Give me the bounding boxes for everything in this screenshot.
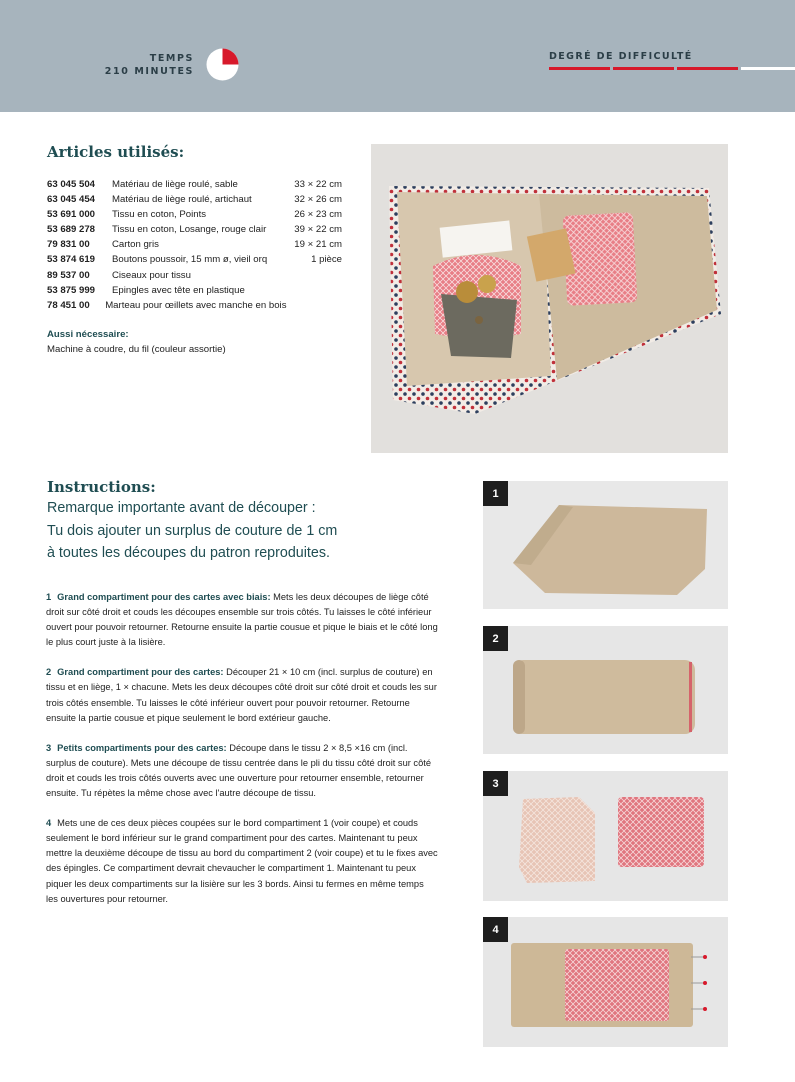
article-desc: Ciseaux pour tissu bbox=[112, 269, 191, 281]
step-photo-2 bbox=[483, 626, 728, 754]
step-number: 1 bbox=[46, 592, 52, 602]
step-heading: Petits compartiments pour des cartes: bbox=[57, 742, 227, 753]
article-code: 78 451 00 bbox=[47, 299, 90, 311]
article-row bbox=[47, 192, 342, 207]
article-size: 39 × 22 cm bbox=[294, 224, 342, 236]
article-row bbox=[47, 237, 342, 252]
article-row bbox=[47, 283, 342, 298]
article-desc: Matériau de liège roulé, sable bbox=[112, 179, 238, 190]
steps-list bbox=[46, 590, 438, 922]
article-row bbox=[47, 222, 342, 237]
intro-line: à toutes les découpes du patron reproduites. bbox=[47, 545, 330, 561]
step-photo-1 bbox=[483, 481, 728, 609]
article-desc: Boutons poussoir, 15 mm ø, vieil orq bbox=[112, 254, 268, 266]
step-text: Découpe dans le tissu 2 × 8,5 ×16 cm (incl. surplus de couture). Mets une découpe de tissu centrée dans le pli du tissu côté droit sur côté droit et couds les trois côtés ouverts avec une ouverture pour retourner ensemble, retourner ensuite. Tu répètes la même chose avec l'autre découpe de tissu. bbox=[46, 742, 432, 799]
article-row bbox=[47, 252, 342, 267]
also-needed-title: Aussi nécessaire: bbox=[47, 329, 129, 340]
intro-line: Tu dois ajouter un surplus de couture de 1 cm bbox=[47, 522, 338, 539]
step-number: 3 bbox=[46, 742, 52, 753]
instruction-step bbox=[46, 741, 438, 801]
article-code: 79 831 00 bbox=[47, 239, 90, 251]
article-size: 19 × 21 cm bbox=[294, 239, 342, 251]
article-desc: Epingles avec tête en plastique bbox=[112, 284, 245, 296]
article-desc: Matériau de liège roulé, artichaut bbox=[112, 194, 252, 206]
time-title: TEMPS bbox=[149, 53, 194, 64]
header-band bbox=[0, 0, 795, 112]
instruction-step bbox=[46, 590, 438, 650]
clock-icon bbox=[206, 48, 239, 81]
step-photo-4 bbox=[483, 917, 728, 1047]
step-text: Mets une de ces deux pièces coupées sur le bord compartiment 1 (voir coupe) et couds seulement le bord inférieur sur le grand compartiment pour des cartes. Maintenant tu peux mettre la deuxième découpe de tissu au bord du compartiment 2 (voir coupe) et tu le fixes avec des épingles. Ce compartiment devrait chevaucher le compartiment 1. Maintenant tu peux piquer les deux compartiments sur la lisière sur les 3 bords. Ainsi tu fermes en même temps les ouvertures pour retourner. bbox=[46, 818, 438, 904]
difficulty-bars bbox=[549, 67, 741, 70]
article-desc: Carton gris bbox=[112, 239, 159, 251]
article-row bbox=[47, 207, 342, 222]
article-row bbox=[47, 298, 342, 313]
article-code: 53 875 999 bbox=[47, 284, 96, 296]
article-size: 1 pièce bbox=[311, 254, 342, 266]
clock-wedge bbox=[223, 49, 239, 65]
step-heading: Grand compartiment pour des cartes: bbox=[57, 667, 224, 678]
step-number: 4 bbox=[46, 818, 52, 829]
step-number: 2 bbox=[46, 667, 52, 678]
article-code: 53 874 619 bbox=[47, 254, 96, 266]
article-size bbox=[280, 283, 342, 298]
articles-title: Articles utilisés: bbox=[47, 143, 185, 161]
step-text: Mets les deux découpes de liège côté droit sur côté droit et couds les découpes ensemble sur trois côtés. Tu laisses le côté inférieur ouvert pour pouvoir retourner. Retourne ensuite la partie cousue et pique le biais et le côté long le plus court juste à la lisière. bbox=[46, 592, 438, 648]
step-photo-3 bbox=[483, 771, 728, 901]
difficulty-bar bbox=[677, 67, 738, 70]
time-value: 210 MINUTES bbox=[104, 66, 194, 77]
article-desc: Tissu en coton, Points bbox=[112, 209, 207, 221]
difficulty-bar bbox=[549, 67, 610, 70]
wallet-photo bbox=[371, 144, 728, 453]
article-code: 53 689 278 bbox=[47, 224, 96, 236]
step-text: Découper 21 × 10 cm (incl. surplus de couture) en tissu et en liège, 1 × chacune. Mets les deux découpes côté droit sur côté droit et couds les sur trois côtés ensemble. Tu laisses le côté inférieur ouvert pour pouvoir retourner. Retourne ensuite la partie cousue et pique seulement le bord extérieur gauche. bbox=[46, 667, 437, 723]
article-size: 26 × 23 cm bbox=[294, 209, 342, 221]
articles-list bbox=[47, 177, 342, 313]
intro-line: Remarque importante avant de découper : bbox=[47, 500, 316, 516]
instructions-title: Instructions: bbox=[47, 478, 156, 496]
article-code: 63 045 454 bbox=[47, 194, 96, 206]
article-row bbox=[47, 268, 342, 283]
intro-note bbox=[47, 497, 467, 565]
article-code: 53 691 000 bbox=[47, 209, 96, 221]
instruction-step bbox=[46, 816, 438, 907]
article-size: 32 × 26 cm bbox=[294, 194, 342, 206]
article-size bbox=[287, 298, 343, 313]
step-badge-4: 4 bbox=[483, 917, 508, 942]
article-code: 89 537 00 bbox=[47, 269, 90, 281]
step-heading: Grand compartiment pour des cartes avec biais: bbox=[57, 592, 271, 602]
article-desc: Marteau pour œillets avec manche en bois bbox=[105, 299, 287, 311]
step-badge-2: 2 bbox=[483, 626, 508, 651]
article-row bbox=[47, 177, 342, 192]
time-label bbox=[105, 52, 194, 78]
also-needed-text: Machine à coudre, du fil (couleur assortie) bbox=[47, 344, 226, 355]
instruction-step bbox=[46, 665, 438, 725]
article-size: 33 × 22 cm bbox=[294, 179, 342, 190]
difficulty-bar bbox=[613, 67, 674, 70]
difficulty-bar bbox=[741, 67, 795, 70]
difficulty-label: DEGRÉ DE DIFFICULTÉ bbox=[549, 51, 693, 62]
article-size bbox=[280, 268, 342, 283]
article-desc: Tissu en coton, Losange, rouge clair bbox=[112, 224, 267, 236]
step-badge-1: 1 bbox=[483, 481, 508, 506]
article-code: 63 045 504 bbox=[47, 179, 96, 190]
step-badge-3: 3 bbox=[483, 771, 508, 796]
